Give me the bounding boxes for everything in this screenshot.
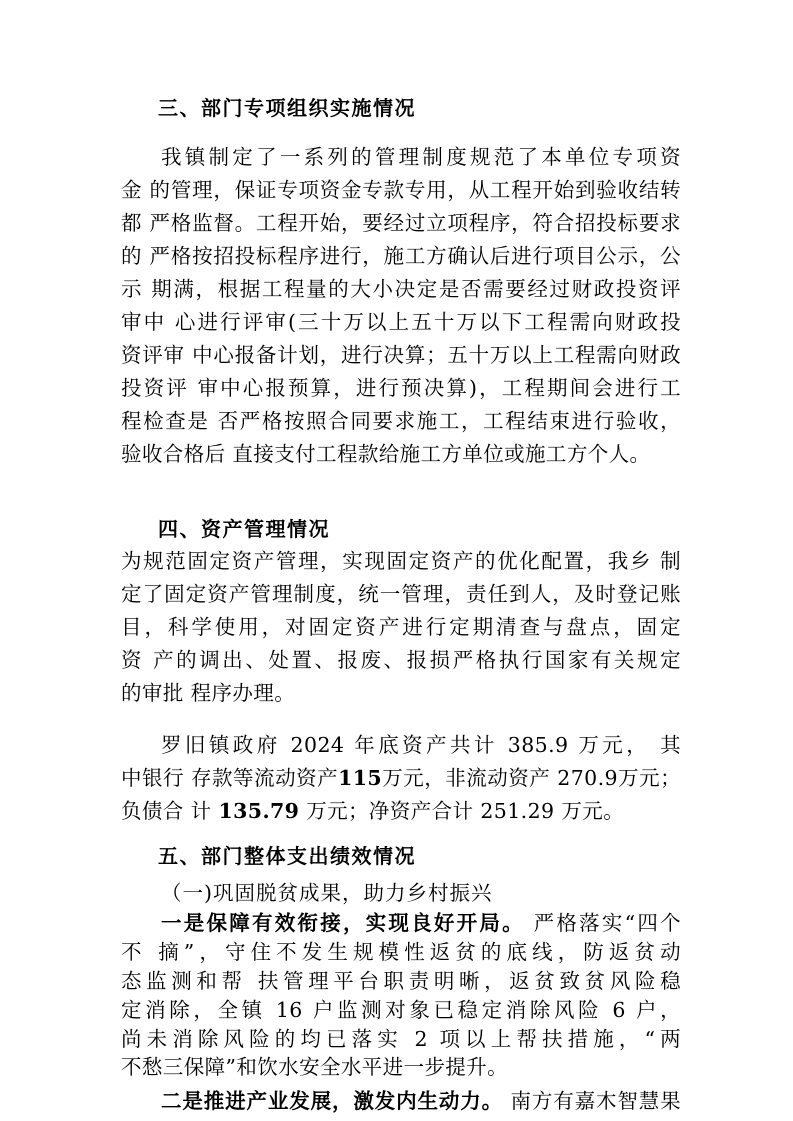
bold-lead: 二是推进产业发展，激发内生动力。 [161, 1089, 504, 1113]
assets-line: 罗旧镇政府 2024 年底资产共计 385.9 万元， 其 [161, 733, 681, 757]
paragraph-line: 目，科学使用，对固定资产进行定期清查与盘点，固定 [121, 615, 681, 639]
sub-heading: （一)巩固脱贫成果，助力乡村振兴 [161, 881, 493, 905]
paragraph-line: 尚未消除风险的均已落实 2 项以上帮扶措施，“两 [121, 1027, 681, 1051]
assets-line [121, 795, 681, 827]
paragraph-line: 定了固定资产管理制度，统一管理，责任到人，及时登记账 [121, 582, 681, 606]
paragraph-line: 的 严格按招投标程序进行，施工方确认后进行项目公示，公 [121, 244, 681, 268]
paragraph-line: 程检查是 否严格按照合同要求施工，工程结束进行验收， [121, 409, 681, 433]
paragraph-line: 不 摘”，守住不发生规模性返贫的底线，防返贫动 [121, 940, 681, 964]
section-heading-4: 四、资产管理情况 [158, 517, 330, 541]
bold-lead: 一是保障有效衔接，实现良好开局。 [161, 911, 525, 935]
paragraph-line: 的审批 程序办理。 [121, 681, 296, 705]
section-heading-5: 五、部门整体支出绩效情况 [158, 844, 416, 868]
paragraph-line: 为规范固定资产管理，实现固定资产的优化配置，我乡 制 [121, 549, 681, 573]
paragraph-line: 示 期满，根据工程量的大小决定是否需要经过财政投资评 [121, 277, 681, 301]
paragraph-line: 资 产的调出、处置、报废、报损严格执行国家有关规定 [121, 648, 681, 672]
paragraph-line: 资评审 中心报备计划，进行决算；五十万以上工程需向财政 [121, 343, 681, 367]
paragraph-line: 我镇制定了一系列的管理制度规范了本单位专项资 [161, 145, 681, 169]
assets-text: 万元；净资产合计 251.29 万元。 [306, 799, 625, 823]
assets-text: 中银行 存款等流动资产 [121, 766, 339, 790]
paragraph-line: 验收合格后 直接支付工程款给施工方单位或施工方个人。 [121, 442, 651, 466]
paragraph-line: 投资评 审中心报预算，进行预决算)，工程期间会进行工 [121, 376, 681, 400]
paragraph-line: 定消除，全镇 16 户监测对象已稳定消除风险 6 户， [121, 998, 681, 1022]
assets-text: 负债合 计 [121, 799, 212, 823]
paragraph-line [161, 1085, 681, 1117]
assets-text: 万元，非流动资产 270.9万元； [382, 766, 681, 790]
paragraph-text: 南方有嘉木智慧果 [510, 1089, 681, 1113]
liabilities-value: 135.79 [218, 799, 300, 823]
paragraph-text: 严格落实“四个 [533, 911, 681, 935]
assets-line [121, 762, 681, 794]
section-heading-3: 三、部门专项组织实施情况 [158, 96, 416, 120]
paragraph-line: 态监测和帮 扶管理平台职责明晰，返贫致贫风险稳 [121, 969, 681, 993]
paragraph-line: 审中 心进行评审(三十万以上五十万以下工程需向财政投 [121, 310, 681, 334]
paragraph-line: 金 的管理，保证专项资金专款专用，从工程开始到验收结转 [121, 178, 681, 202]
paragraph-line: 都 严格监督。工程开始，要经过立项程序，符合招投标要求 [121, 211, 681, 235]
current-assets-value: 115 [338, 766, 383, 790]
paragraph-line: 不愁三保障”和饮水安全水平进一步提升。 [121, 1055, 509, 1079]
paragraph-line [161, 907, 681, 939]
